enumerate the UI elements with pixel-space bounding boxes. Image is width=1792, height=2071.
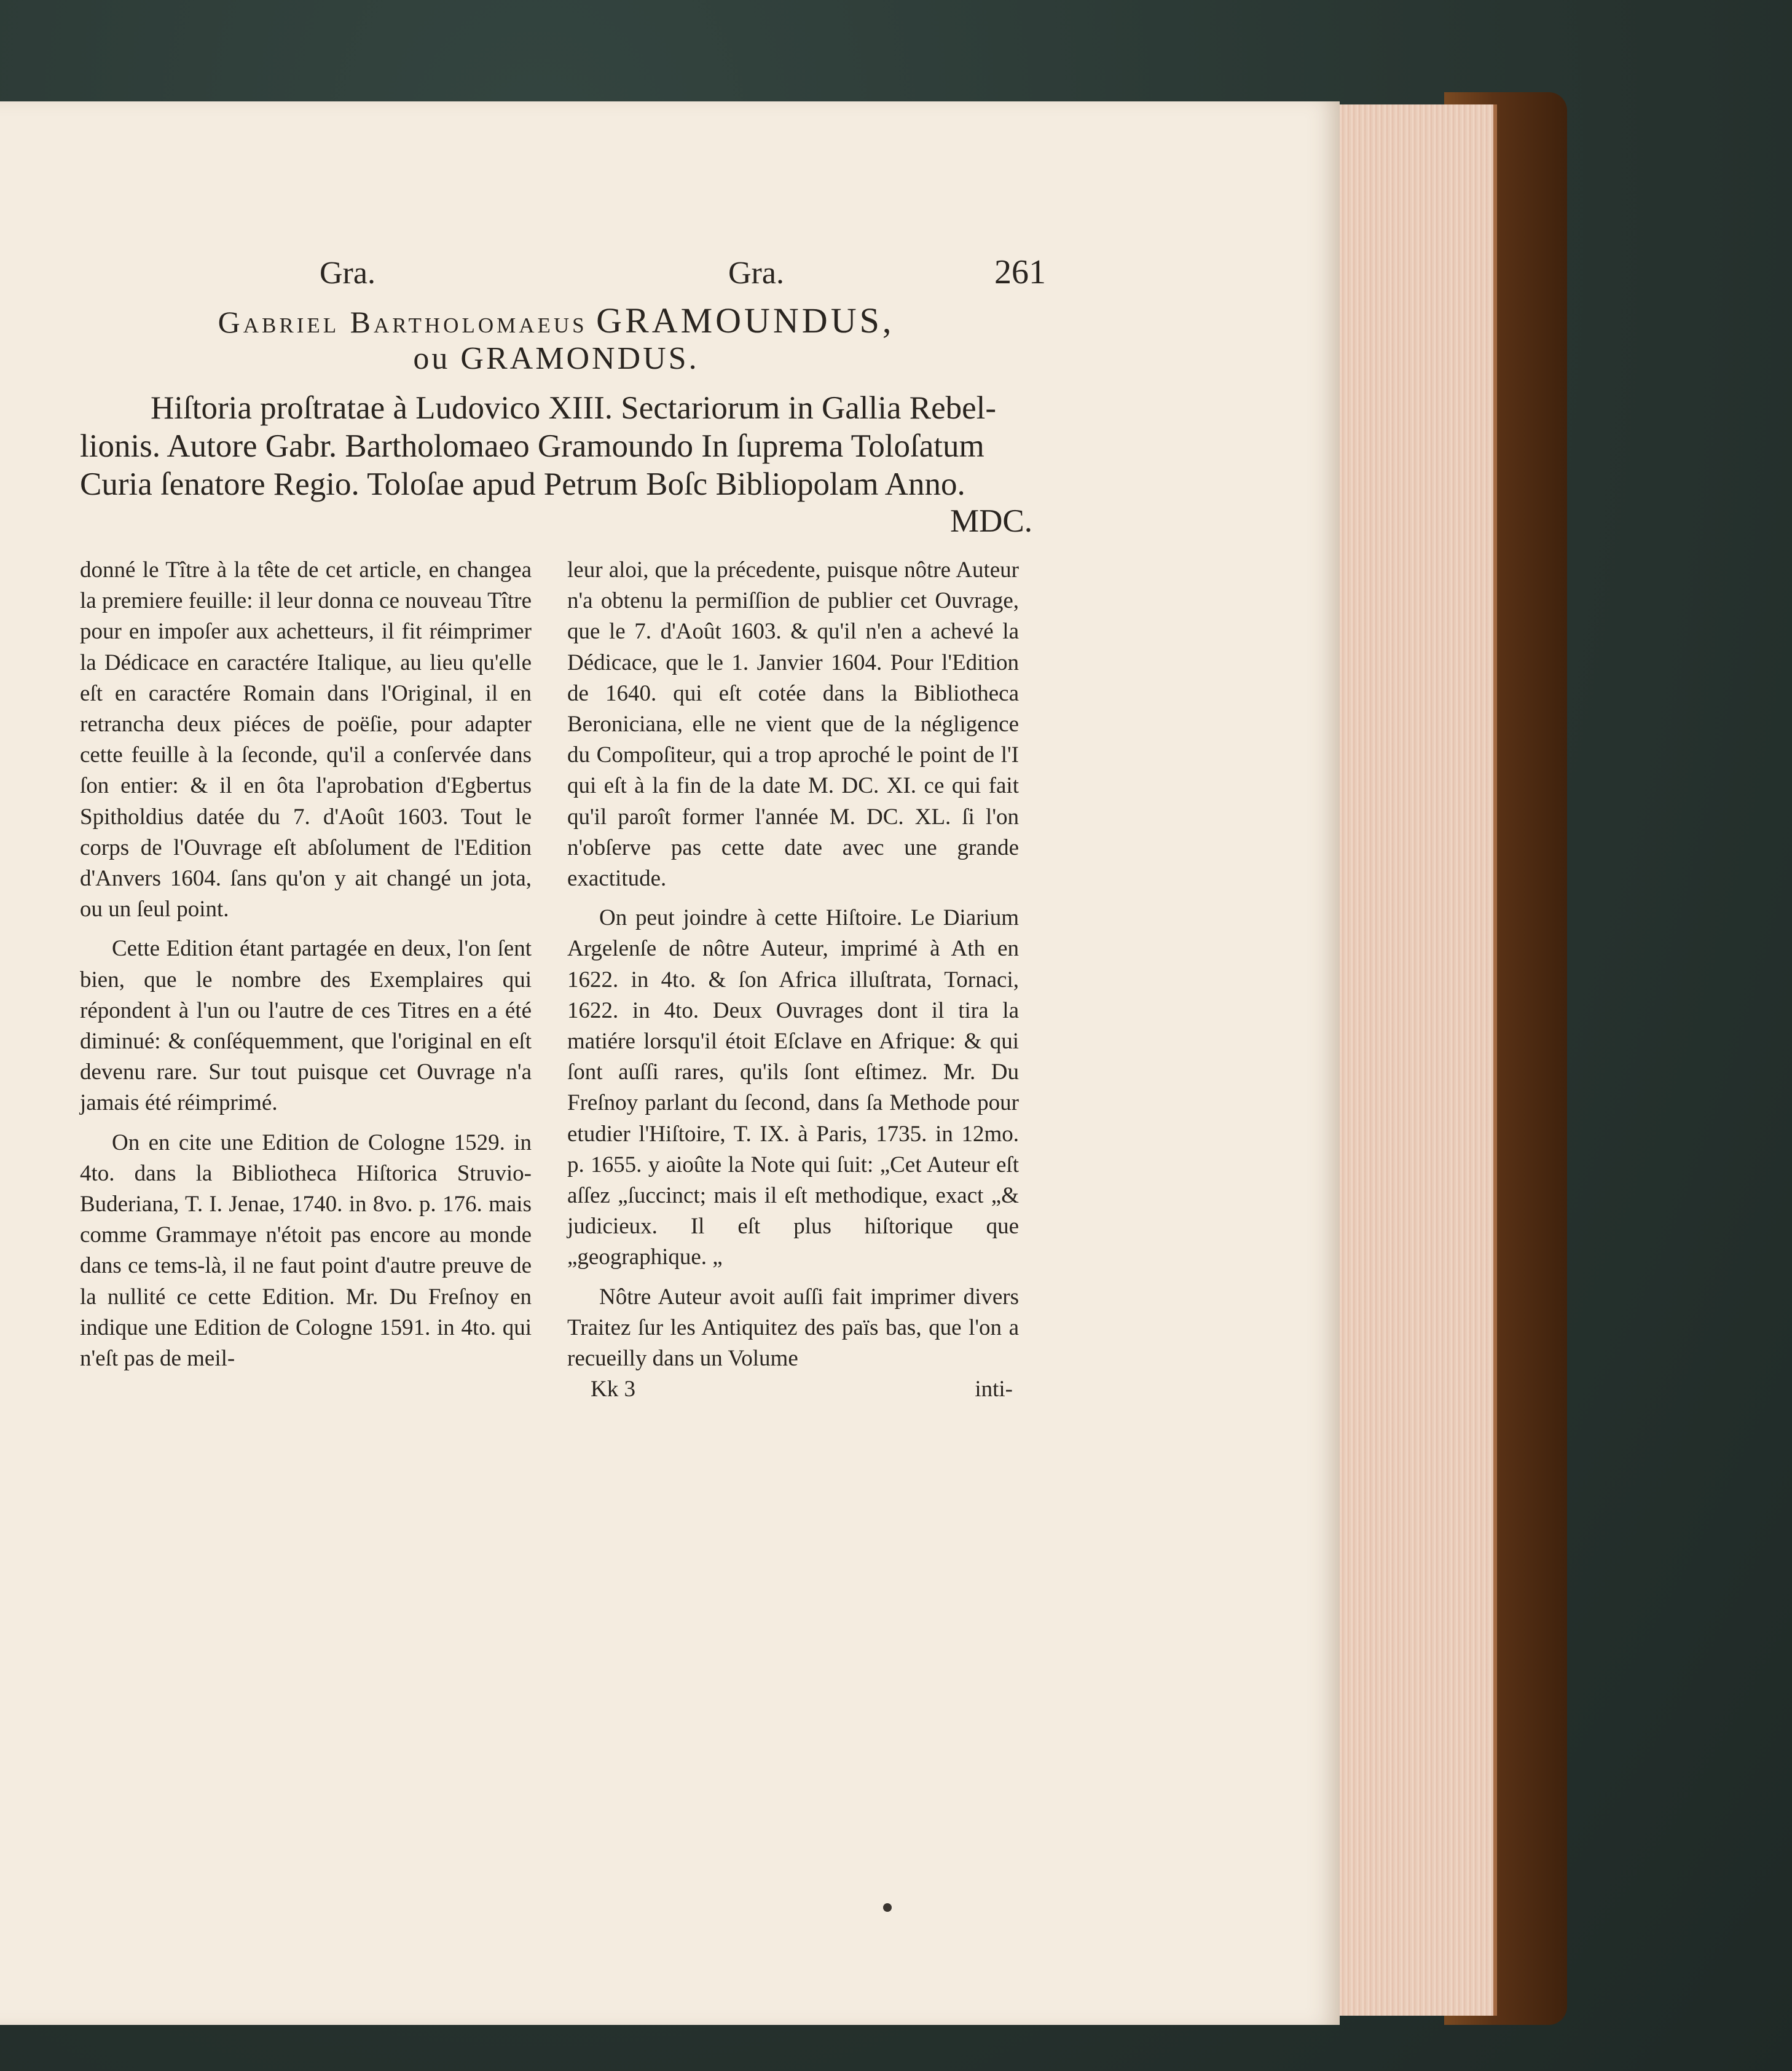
running-head xyxy=(80,253,1046,298)
paragraph: donné le Tître à la tête de cet article, en changea la premiere feuille: il leur donna ce nouveau Tître pour en impoſer aux achetteurs, il fit réimprimer la Dédicace en caractére Italique, au lieu qu'elle eſt en caractére Romain dans l'Original, il en retrancha deux piéces de poëſie, pour adapter cette feuille à la ſeconde, qu'il a conſervée dans ſon entier: & il en ôta l'aprobation d'Egbertus Spitholdius datée du 7. d'Août 1603. Tout le corps de l'Ouvrage eſt abſolument de l'Edition d'Anvers 1604. ſans qu'on y ait changé un jota, ou un ſeul point. xyxy=(80,557,532,922)
paragraph: leur aloi, que la précedente, puisque nôtre Auteur n'a obtenu la permiſſion de publier cet Ouvrage, que le 7. d'Août 1603. & qu'il n'en a achevé la Dédicace, que le 1. Janvier 1604. Pour l'Edition de 1640. qui eſt cotée dans la Bibliotheca Beroniciana, elle ne vient que de la négligence du Compoſiteur, qui a trop aproché le point de l'I qui eſt à la fin de la date M. DC. XI. ce qui fait qu'il paroît former l'année M. DC. XL. ſi l'on n'obſerve pas cette date avec une grande exactitude. xyxy=(567,557,1019,892)
paragraph: Cette Edition étant partagée en deux, l'on ſent bien, que le nombre des Exemplaires qui répondent à l'un ou l'autre de ces Titres en a été diminué: & conſéquemment, que l'original en eſt devenu rare. Sur tout puisque cet Ouvrage n'a jamais été réimprimé. xyxy=(80,936,532,1116)
title-line: lionis. Autore Gabr. Bartholomaeo Gramoundo In ſuprema Toloſatum xyxy=(80,428,984,464)
left-column xyxy=(80,555,532,1374)
title-line: Curia ſenatore Regio. Toloſae apud Petrum Boſc Bibliopolam Anno. xyxy=(80,466,965,502)
title-line: Hiſtoria proſtratae à Ludovico XIII. Sectariorum in Gallia Rebel- xyxy=(151,390,997,426)
right-column xyxy=(567,555,1019,1405)
paragraph: Nôtre Auteur avoit auſſi fait imprimer divers Traitez ſur les Antiquitez des païs bas, que l'on a recueilly dans un Volume xyxy=(567,1284,1019,1372)
signature-mark: Kk 3 xyxy=(591,1377,635,1402)
catchword: inti- xyxy=(975,1377,1013,1402)
author-alt-name: ou GRAMONDUS. xyxy=(413,341,699,376)
text-block xyxy=(80,253,1046,1402)
paragraph: On en cite une Edition de Cologne 1529. in 4to. dans la Bibliotheca Hiſtorica Struvio-Buderiana, T. I. Jenae, 1740. in 8vo. p. 176. mais comme Grammaye n'étoit pas encore au monde dans ce tems-là, il ne faut point d'autre preuve de la nullité ce cette Edition. Mr. Du Freſnoy en indique une Edition de Cologne 1591. in 4to. qui n'eſt pas de meil- xyxy=(80,1130,532,1372)
author-name-caps: GRAMOUNDUS, xyxy=(596,301,895,340)
title-line-last: MDC. xyxy=(949,503,1032,539)
paragraph: On peut joindre à cette Hiſtoire. Le Diarium Argelenſe de nôtre Auteur, imprimé à Ath en 1622. in 4to. & ſon Africa illuſtrata, Tornaci, 1622. in 4to. Deux Ouvrages dont il tira la matiére lorsqu'il étoit Eſclave en Afrique: & qui ſont auſſi rares, qu'ils ſont eſtimez. Mr. Du Freſnoy parlant du ſecond, dans ſa Methode pour etudier l'Hiſtoire, T. IX. à Paris, 1735. in 12mo. p. 1655. y aioûte la Note qui ſuit: „Cet Auteur eſt aſſez „ſuccinct; mais il eſt methodique, exact „& judicieux. Il eſt plus hiſtorique que „geographique. „ xyxy=(567,905,1019,1270)
book-title xyxy=(80,389,1032,540)
page-footer xyxy=(567,1374,1019,1405)
page-dot-ornament xyxy=(883,1903,892,1912)
author-heading xyxy=(80,302,1032,341)
author-name-small-caps: Gabriel Bartholomaeus xyxy=(218,305,588,339)
running-head-left: Gra. xyxy=(320,256,375,291)
page-edges xyxy=(1334,104,1497,2016)
running-head-center: Gra. xyxy=(728,256,784,291)
page-number: 261 xyxy=(994,253,1046,291)
